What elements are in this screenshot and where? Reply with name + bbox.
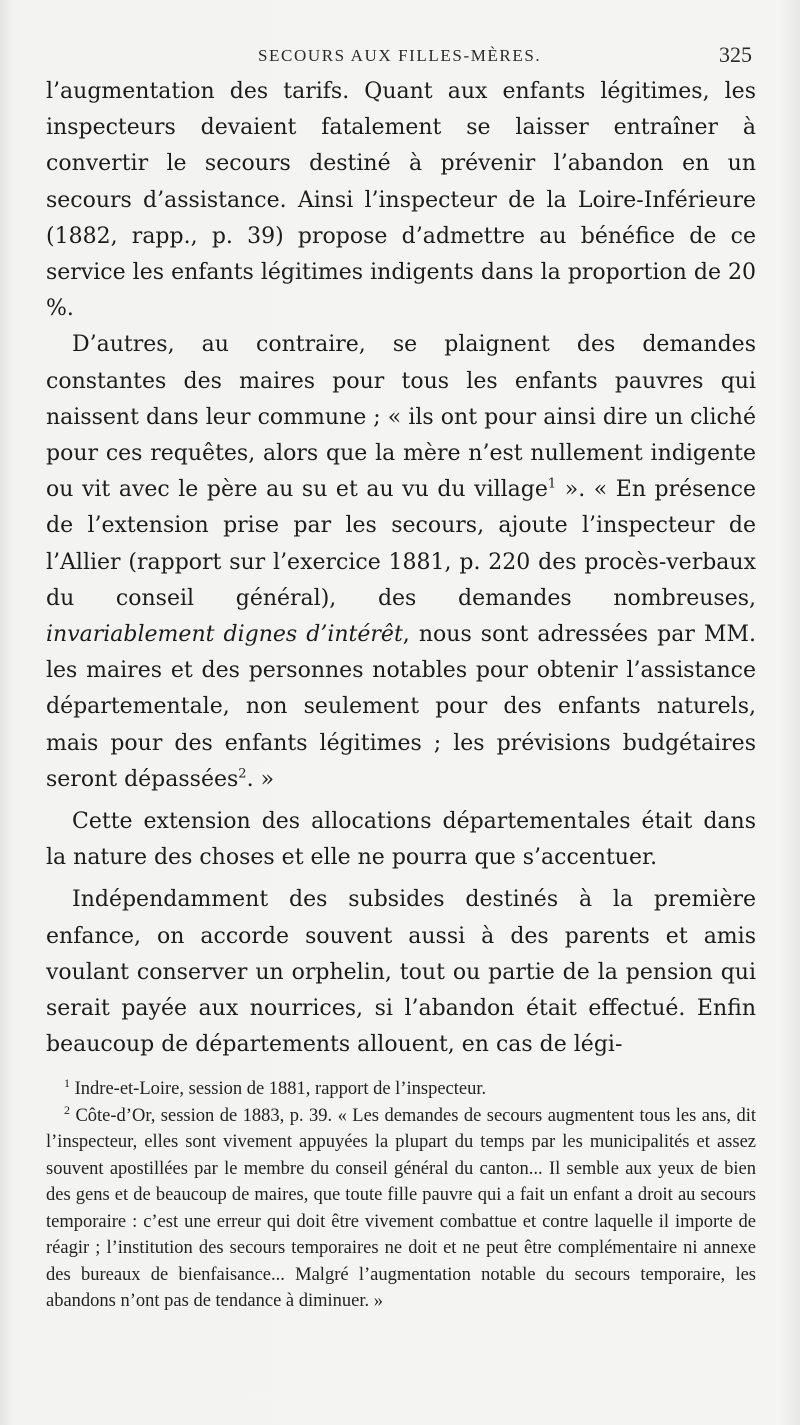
footnote-ref-1: 1 — [547, 476, 557, 492]
footnote-2 — [46, 1103, 756, 1315]
paragraph-2-text-b: ». « En présence de l’extension prise par les secours, ajoute l’inspecteur de l’Allier (rapport sur l’exercice 1881, p. 220 des procès-verbaux du conseil général), des demandes nombreuses, — [46, 477, 756, 611]
page-number: 325 — [719, 42, 752, 67]
paragraph-2-italic: invariablement dignes d’intérêt — [46, 622, 403, 648]
footnote-ref-2: 2 — [238, 766, 247, 782]
paragraph-3-text: Cette extension des allocations départementales était dans la nature des choses et elle ne pourra que s’accentuer. — [46, 809, 756, 871]
paragraph-1-text: l’augmentation des tarifs. Quant aux enfants légitimes, les inspecteurs devaient fatalement se laisser entraîner à convertir le secours destiné à prévenir l’abandon en un secours d’assistance. Ainsi l’inspecteur de la Loire-Inférieure (1882, rapp., p. 39) propose d’admettre au bénéfice de ce service les enfants légitimes indigents dans la proportion de 20 %. — [46, 79, 756, 322]
footnote-1-text: Indre-et-Loire, session de 1881, rapport de l’inspecteur. — [70, 1079, 487, 1099]
paragraph-2-text-d: . » — [246, 766, 275, 792]
running-title: SECOURS AUX FILLES-MÈRES. — [258, 46, 542, 65]
paragraph-4-text: Indépendamment des subsides destinés à la première enfance, on accorde souvent aussi à des parents et amis voulant conserver un orphelin, tout ou partie de la pension qui serait payée aux nourrices, si l’abandon était effectué. Enfin beaucoup de départements allouent, en cas de légi- — [46, 887, 756, 1058]
paragraph-2 — [46, 327, 756, 798]
page-header — [46, 40, 754, 70]
footnote-1 — [46, 1076, 756, 1103]
footnote-2-text: Côte-d’Or, session de 1883, p. 39. « Les demandes de secours augmentent tous les ans, dit l’inspecteur, elles sont vivement appuyées la plupart du temps par les municipalités et assez souvent apostillées par le membre du conseil général du canton... Il semble aux yeux de bien des gens et de beaucoup de maires, que toute fille pauvre qui a fait un enfant a droit au secours temporaire : c’est une erreur qui doit être vivement combattue et contre laquelle il importe de réagir ; l’institution des secours temporaires ne doit et ne peut être complémentaire ni annexe des bureaux de bienfaisance... Malgré l’augmentation notable du secours temporaire, les abandons n’ont pas de tendance à diminuer. » — [46, 1105, 756, 1311]
footnote-2-mark: 2 — [64, 1102, 70, 1117]
main-text — [46, 74, 756, 1063]
paragraph-4 — [46, 882, 756, 1063]
paragraph-3 — [46, 804, 756, 876]
paragraph-2-text-a: D’autres, au contraire, se plaignent des demandes constantes des maires pour tous les enfants pauvres qui naissent dans leur commune ; « ils ont pour ainsi dire un cliché pour ces requêtes, alors que la mère n’est nullement indigente ou vit avec le père au su et au vu du village — [46, 332, 756, 503]
paragraph-2-text-c: , nous sont adressées par MM. les maires et des personnes notables pour obtenir l’assistance départementale, non seulement pour des enfants naturels, mais pour des enfants légitimes ; les prévisions budgétaires seront dépassées — [46, 622, 756, 792]
footnote-1-mark: 1 — [64, 1075, 70, 1090]
paragraph-1 — [46, 74, 756, 327]
footnotes — [46, 1076, 756, 1315]
